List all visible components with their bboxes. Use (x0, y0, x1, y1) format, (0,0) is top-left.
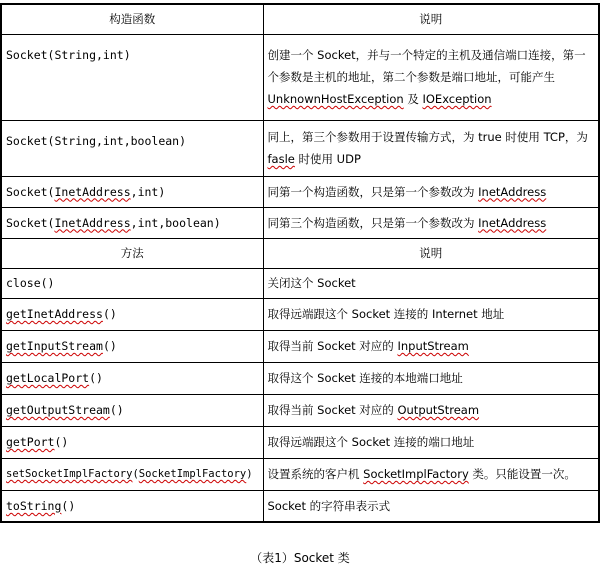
method-description: 取得远端跟这个 Socket 连接的端口地址 (263, 426, 599, 458)
constructor-signature: Socket(String,int) (1, 34, 263, 120)
table-row (1, 268, 599, 298)
method-signature: getOutputStream() (1, 394, 263, 426)
constructor-description-header: 说明 (263, 4, 599, 34)
table-row (1, 394, 599, 426)
table-row (1, 207, 599, 238)
method-signature: getInetAddress() (1, 298, 263, 330)
table-row (1, 34, 599, 120)
constructor-column-header: 构造函数 (1, 4, 263, 34)
constructor-description: 同上，第三个参数用于设置传输方式，为 true 时使用 TCP，为 fasle 时使用 UDP (263, 120, 599, 176)
method-description: 取得当前 Socket 对应的 OutputStream (263, 394, 599, 426)
socket-api-table (0, 3, 600, 523)
constructor-description: 创建一个 Socket，并与一个特定的主机及通信端口连接，第一个参数是主机的地址，第二个参数是端口地址，可能产生 UnknownHostException 及 IOException (263, 34, 599, 120)
table-row (1, 330, 599, 362)
constructor-header-row (1, 4, 599, 34)
method-signature: toString() (1, 490, 263, 522)
method-column-header: 方法 (1, 238, 263, 268)
table-row (1, 490, 599, 522)
method-signature: setSocketImplFactory(SocketImplFactory) (1, 458, 263, 490)
constructor-description: 同第三个构造函数，只是第一个参数改为 InetAddress (263, 207, 599, 238)
method-description-header: 说明 (263, 238, 599, 268)
method-signature: close() (1, 268, 263, 298)
table-row (1, 176, 599, 207)
constructor-signature: Socket(InetAddress,int) (1, 176, 263, 207)
table-caption: （表1）Socket 类 (250, 551, 350, 565)
method-signature: getPort() (1, 426, 263, 458)
table-row (1, 362, 599, 394)
constructor-signature: Socket(InetAddress,int,boolean) (1, 207, 263, 238)
table-row (1, 458, 599, 490)
method-signature: getLocalPort() (1, 362, 263, 394)
table-row (1, 426, 599, 458)
method-description: 取得这个 Socket 连接的本地端口地址 (263, 362, 599, 394)
method-description: Socket 的字符串表示式 (263, 490, 599, 522)
table-row (1, 298, 599, 330)
constructor-description: 同第一个构造函数，只是第一个参数改为 InetAddress (263, 176, 599, 207)
table-row (1, 120, 599, 176)
method-signature: getInputStream() (1, 330, 263, 362)
constructor-signature: Socket(String,int,boolean) (1, 120, 263, 176)
method-header-row (1, 238, 599, 268)
method-description: 取得当前 Socket 对应的 InputStream (263, 330, 599, 362)
method-description: 取得远端跟这个 Socket 连接的 Internet 地址 (263, 298, 599, 330)
method-description: 关闭这个 Socket (263, 268, 599, 298)
method-description: 设置系统的客户机 SocketImplFactory 类。只能设置一次。 (263, 458, 599, 490)
